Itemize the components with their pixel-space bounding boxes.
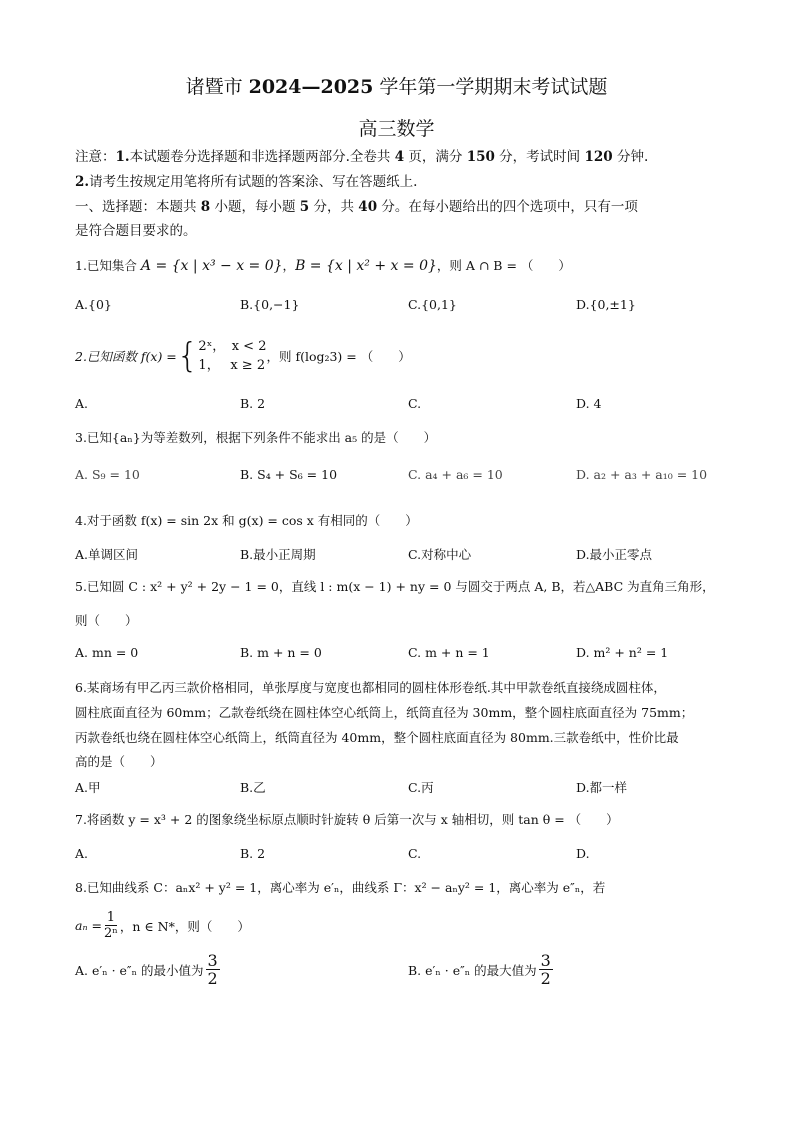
question-5-line-2: 则（ ） [75, 613, 138, 628]
q2-option-d: D. 4 [576, 396, 602, 411]
q5-option-a: A. mn = 0 [75, 645, 139, 660]
notice-line-2: 2.请考生按规定用笔将所有试题的答案涂、写在答题纸上. [75, 174, 418, 190]
question-7: 7.将函数 y = x³ + 2 的图象绕坐标原点顺时针旋转 θ 后第一次与 x 轴相切，则 tan θ = （ ） [75, 812, 619, 827]
q2-option-b: B. 2 [240, 396, 266, 411]
question-4: 4.对于函数 f(x) = sin 2x 和 g(x) = cos x 有相同的（ ） [75, 513, 418, 528]
q7-option-d: D. [576, 846, 590, 861]
q6-option-d: D.都一样 [576, 780, 628, 795]
q1-option-c: C.{0,1} [408, 297, 457, 312]
notice-line-1: 注意：1.本试题卷分选择题和非选择题两部分.全卷共 4 页，满分 150 分，考试时间 120 分钟. [75, 149, 649, 165]
question-1: 1.已知集合 A = {x | x³ − x = 0}，B = {x | x² + x = 0}，则 A ∩ B = （ ） [75, 258, 571, 274]
q5-option-b: B. m + n = 0 [240, 645, 322, 660]
piecewise-brace: { [176, 336, 199, 376]
q7-option-c: C. [408, 846, 422, 861]
question-8-line-2: aₙ = $\frac{1}{\text{2ⁿ}}$ ，n ∈ N*，则（ ） [75, 910, 250, 941]
question-8-line-1: 8.已知曲线系 C：aₙx² + y² = 1，离心率为 e′ₙ，曲线系 Γ：x² − aₙy² = 1，离心率为 e″ₙ，若 [75, 880, 606, 895]
q3-option-b: B. S₄ + S₆ = 10 [240, 467, 338, 482]
question-6-line-3: 丙款卷纸也绕在圆柱体空心纸筒上，纸筒直径为 40mm，整个圆柱底面直径为 80mm.三款卷纸中，性价比最 [75, 730, 679, 745]
q1-option-b: B.{0,−1} [240, 297, 300, 312]
q2-option-c: C. [408, 396, 422, 411]
q4-option-a: A.单调区间 [75, 547, 139, 562]
q8-option-b: B. e′ₙ · e″ₙ 的最大值为 $\frac{3}{2}$ [408, 951, 551, 988]
question-6-line-1: 6.某商场有甲乙丙三款价格相同，单张厚度与宽度也都相同的圆柱体形卷纸.其中甲款卷纸直接绕成圆柱体， [75, 680, 666, 695]
q1-option-a: A.{0} [75, 297, 112, 312]
question-2: 2.已知函数 f(x) = { 2ˣ， x < 2 1， x ≥ 2 ，则 f(log₂3) = （ ） [75, 336, 411, 376]
an-fraction: $\frac{1}{\text{2ⁿ}}$ [103, 910, 118, 941]
q3-option-a: A. S₉ = 10 [75, 467, 140, 482]
q3-option-d: D. a₂ + a₃ + a₁₀ = 10 [576, 467, 708, 482]
exam-subject: 高三数学 [358, 118, 435, 140]
q5-option-d: D. m² + n² = 1 [576, 645, 669, 660]
q4-option-d: D.最小正零点 [576, 547, 653, 562]
exam-title: 诸暨市 2024—2025 学年第一学期期末考试试题 [185, 76, 608, 98]
section-heading-line-1: 一、选择题：本题共 8 小题，每小题 5 分，共 40 分。在每小题给出的四个选项中，只有一项 [75, 199, 638, 215]
q1-option-d: D.{0,±1} [576, 297, 636, 312]
q2-option-a: A. [75, 396, 89, 411]
q6-option-b: B.乙 [240, 780, 266, 795]
q4-option-c: C.对称中心 [408, 547, 472, 562]
question-6-line-4: 高的是（ ） [75, 754, 163, 769]
q5-option-c: C. m + n = 1 [408, 645, 490, 660]
q7-option-a: A. [75, 846, 89, 861]
q8-option-b-fraction: $\frac{3}{2}$ [540, 951, 551, 988]
q3-option-c: C. a₄ + a₆ = 10 [408, 467, 503, 482]
q6-option-a: A.甲 [75, 780, 101, 795]
q7-option-b: B. 2 [240, 846, 266, 861]
q4-option-b: B.最小正周期 [240, 547, 316, 562]
piecewise-cases: 2ˣ， x < 2 1， x ≥ 2 [198, 339, 267, 373]
q8-option-a: A. e′ₙ · e″ₙ 的最小值为 $\frac{3}{2}$ [75, 951, 218, 988]
question-6-line-2: 圆柱底面直径为 60mm；乙款卷纸绕在圆柱体空心纸筒上，纸筒直径为 30mm，整个圆柱底面直径为 75mm； [75, 705, 694, 720]
question-3: 3.已知{aₙ}为等差数列，根据下列条件不能求出 a₅ 的是（ ） [75, 430, 437, 445]
question-5-line-1: 5.已知圆 C : x² + y² + 2y − 1 = 0，直线 l : m(x − 1) + ny = 0 与圆交于两点 A, B，若△ABC 为直角三角形， [75, 579, 715, 594]
q8-option-a-fraction: $\frac{3}{2}$ [207, 951, 218, 988]
q6-option-c: C.丙 [408, 780, 434, 795]
section-heading-line-2: 是符合题目要求的。 [75, 223, 197, 239]
